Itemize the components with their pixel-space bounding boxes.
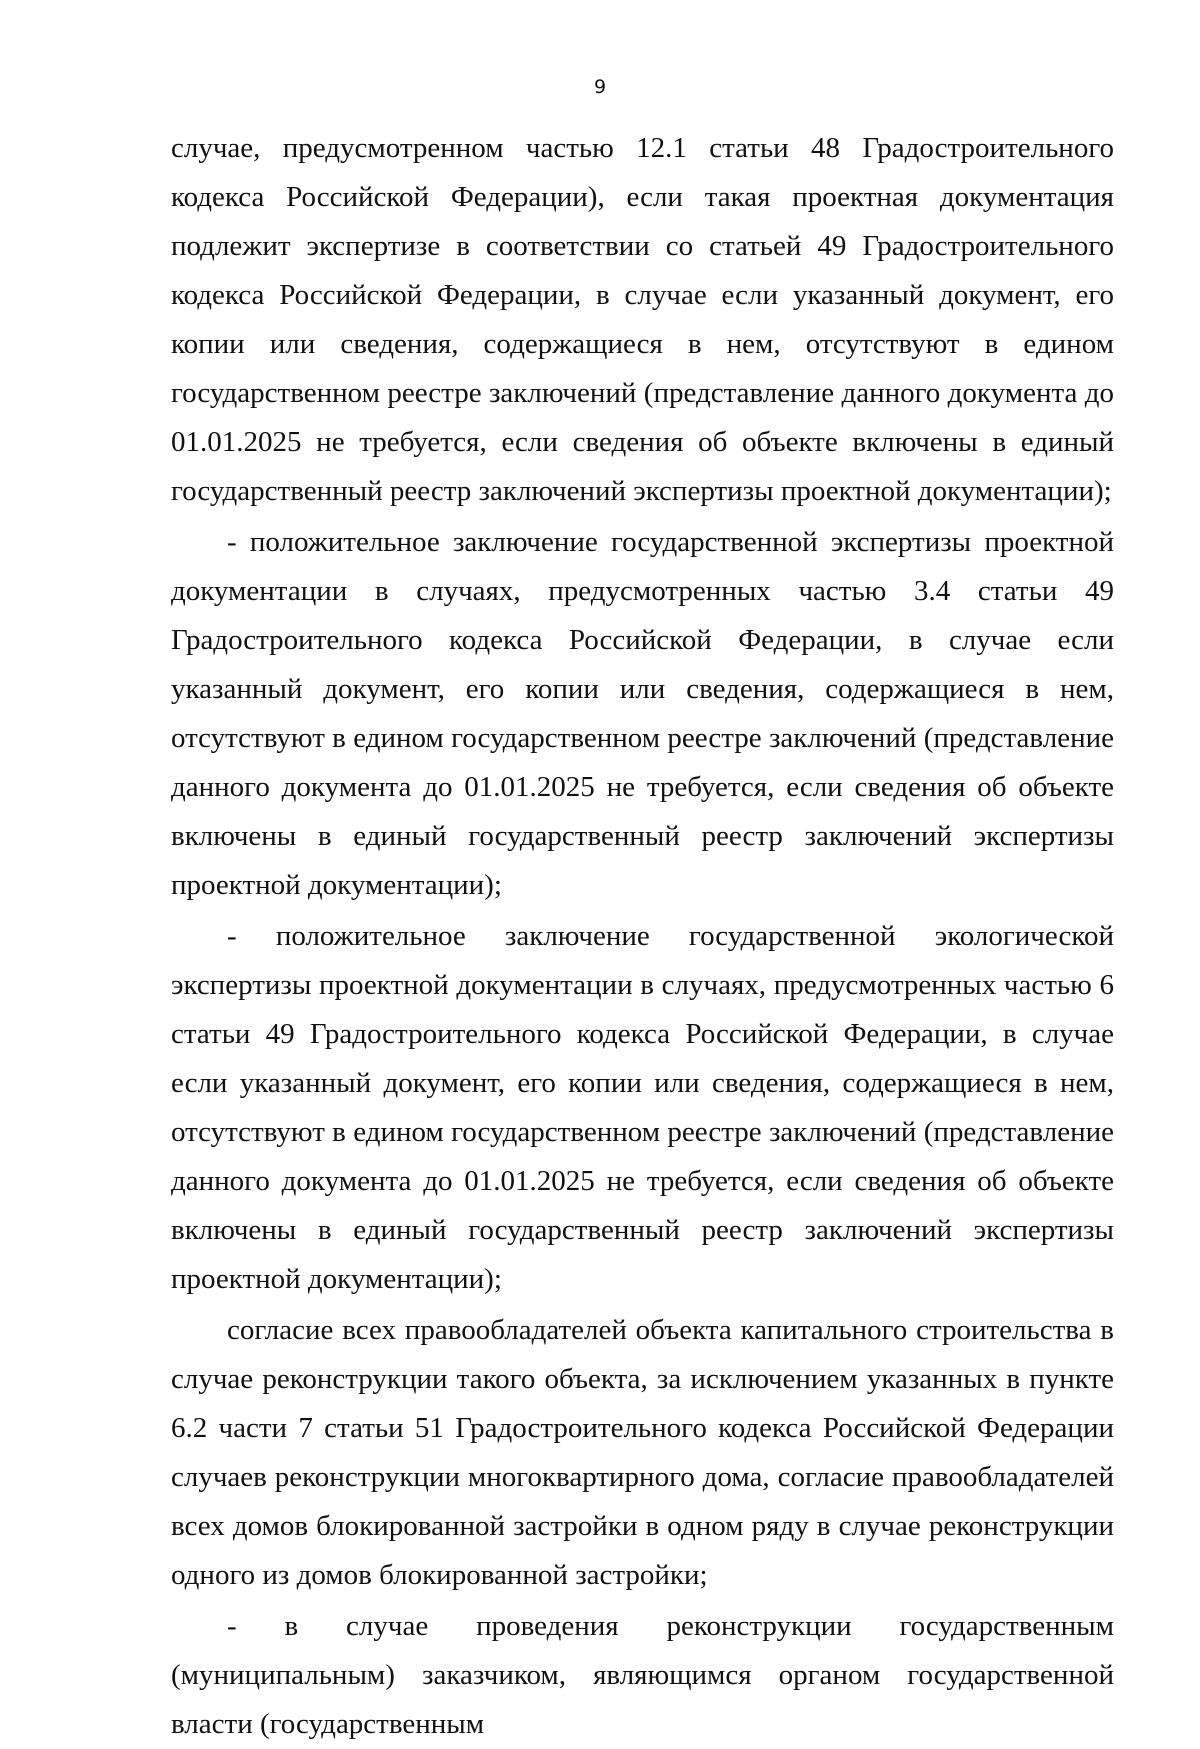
paragraph-ecological-expertise: - положительное заключение государственной экологической экспертизы проектной документации в случаях, предусмотренных частью 6 статьи 49 Градостроительного кодекса Российской Федерации, в случае если указанный документ, его копии или сведения, содержащиеся в нем, отсутствуют в едином государственном реестре заключений (представление данного документа до 01.01.2025 не требуется, если сведения об объекте включены в единый государственный реестр заключений экспертизы проектной документации);: [171, 920, 1114, 1295]
paragraph-state-customer: - в случае проведения реконструкции государственным (муниципальным) заказчиком, являющимся органом государственной власти (государственным: [171, 1610, 1114, 1740]
page-number: 9: [593, 76, 607, 98]
document-body: [171, 124, 1114, 1749]
paragraph-rightholders-consent: согласие всех правообладателей объекта капитального строительства в случае реконструкции такого объекта, за исключением указанных в пункте 6.2 части 7 статьи 51 Градостроительного кодекса Российской Федерации случаев реконструкции многоквартирного дома, согласие правообладателей всех домов блокированной застройки в одном ряду в случае реконструкции одного из домов блокированной застройки;: [171, 1314, 1114, 1591]
paragraph-continuation: случае, предусмотренном частью 12.1 статьи 48 Градостроительного кодекса Российской Федерации), если такая проектная документация подлежит экспертизе в соответствии со статьей 49 Градостроительного кодекса Российской Федерации, в случае если указанный документ, его копии или сведения, содержащиеся в нем, отсутствуют в едином государственном реестре заключений (представление данного документа до 01.01.2025 не требуется, если сведения об объекте включены в единый государственный реестр заключений экспертизы проектной документации);: [171, 132, 1114, 507]
paragraph-state-expertise: - положительное заключение государственной экспертизы проектной документации в случаях, предусмотренных частью 3.4 статьи 49 Градостроительного кодекса Российской Федерации, в случае если указанный документ, его копии или сведения, содержащиеся в нем, отсутствуют в едином государственном реестре заключений (представление данного документа до 01.01.2025 не требуется, если сведения об объекте включены в единый государственный реестр заключений экспертизы проектной документации);: [171, 526, 1114, 901]
